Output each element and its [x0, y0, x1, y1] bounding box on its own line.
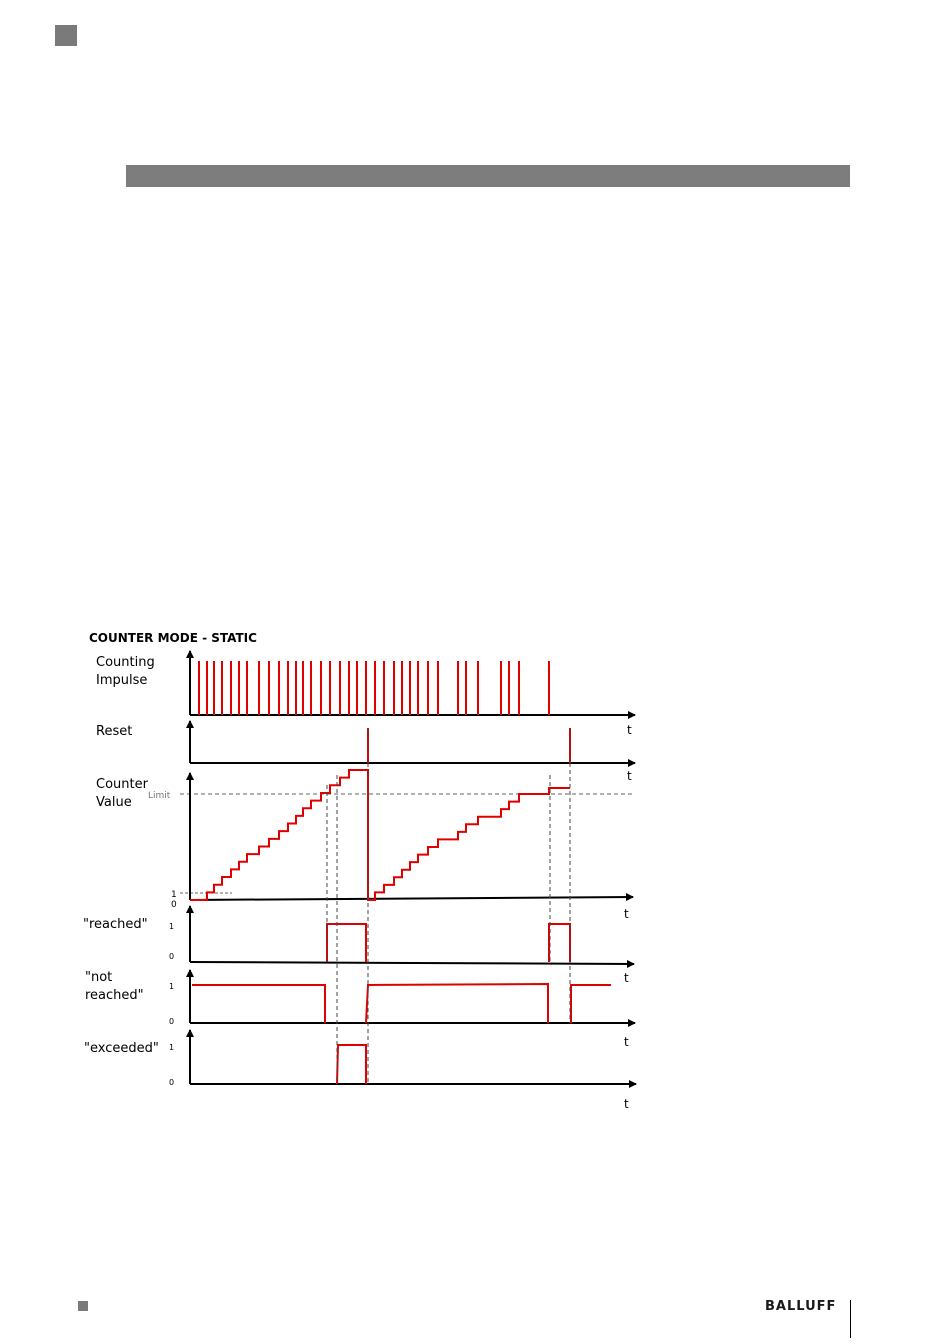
counter-one-label: 1 — [171, 890, 177, 900]
exceeded-label: "exceeded" — [84, 1041, 159, 1056]
limit-label: Limit — [148, 791, 171, 801]
reset-t-label: t — [627, 769, 632, 783]
counter-staircase — [190, 770, 570, 900]
footer-marker — [78, 1301, 88, 1311]
exceeded-signal — [337, 1045, 366, 1084]
brand-logo: BALLUFF — [765, 1299, 837, 1314]
reached-label: "reached" — [83, 917, 148, 932]
impulse-t-label: t — [627, 723, 632, 737]
not-reached-label-1: "not — [85, 970, 113, 985]
reached-signal — [327, 924, 570, 962]
reached-one: 1 — [169, 922, 175, 931]
not-reached-zero: 0 — [169, 1017, 175, 1026]
counter-x-axis — [190, 897, 633, 900]
counter-zero-label: 0 — [171, 900, 177, 910]
reached-t-label: t — [624, 971, 629, 985]
not-reached-one: 1 — [169, 982, 175, 991]
reset-label: Reset — [96, 724, 133, 739]
diagram-title: COUNTER MODE - STATIC — [89, 631, 257, 645]
exceeded-one: 1 — [169, 1043, 175, 1052]
counter-t-label: t — [624, 907, 629, 921]
not-reached-label-2: reached" — [85, 988, 144, 1003]
reached-zero: 0 — [169, 952, 175, 961]
exceeded-zero: 0 — [169, 1078, 175, 1087]
counter-label-2: Value — [96, 795, 132, 810]
reached-x-axis — [190, 962, 634, 964]
not-reached-t-label: t — [624, 1035, 629, 1049]
impulse-label-2: Impulse — [96, 673, 148, 688]
not-reached-signal — [192, 984, 611, 1023]
guide-lines — [327, 728, 570, 1084]
impulse-pulses — [199, 661, 549, 715]
counter-label-1: Counter — [96, 777, 148, 792]
impulse-label-1: Counting — [96, 655, 155, 670]
exceeded-t-label: t — [624, 1097, 629, 1111]
footer-divider — [850, 1300, 851, 1338]
